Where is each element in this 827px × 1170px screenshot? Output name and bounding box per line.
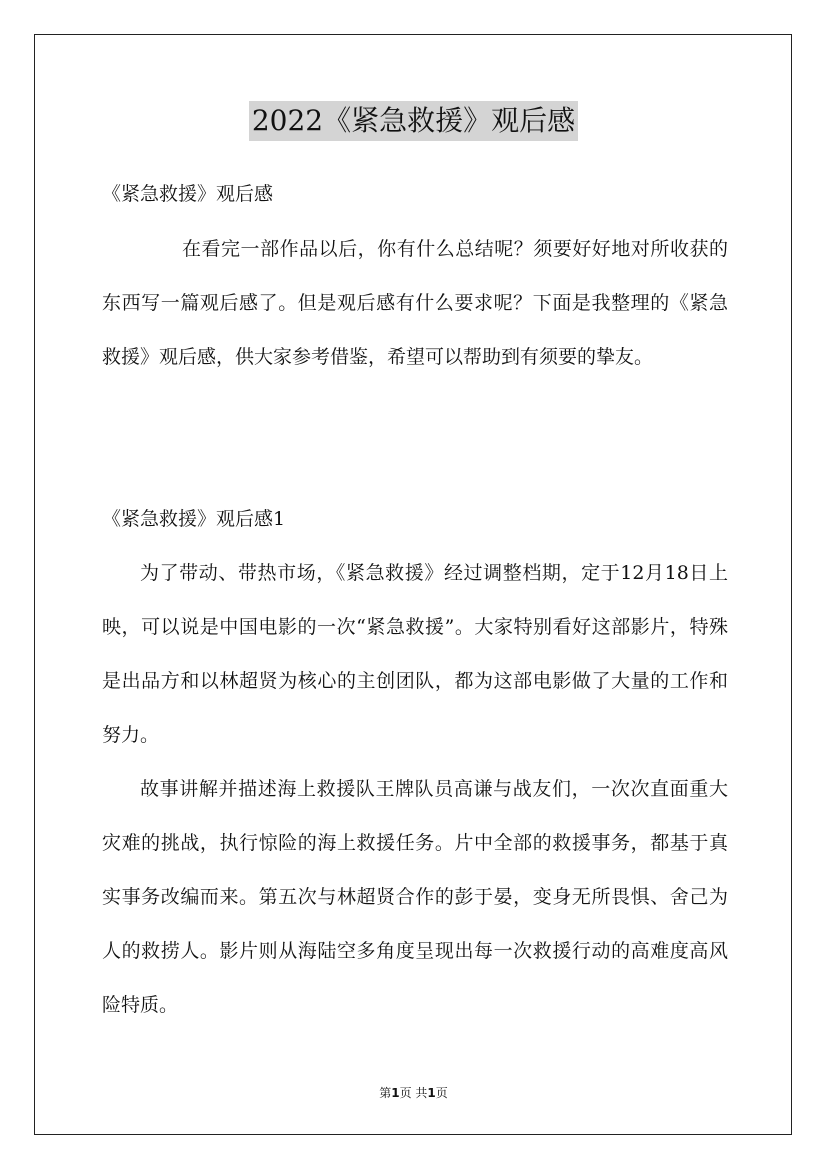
footer-page-total: 1 — [427, 1086, 436, 1100]
footer-suffix: 页 — [435, 1086, 448, 1100]
subtitle: 《紧急救援》观后感 — [102, 183, 274, 205]
body-paragraph-1: 为了带动、带热市场，《紧急救援》经过调整档期，定于12月18日上映，可以说是中国电影的一次“紧急救援”。大家特别看好这部影片，特殊是出品方和以林超贤为核心的主创团队，都为这部电影做了大量的工作和努力。 — [102, 562, 728, 746]
body-paragraph-2: 故事讲解并描述海上救援队王牌队员高谦与战友们，一次次直面重大灾难的挑战，执行惊险的海上救援任务。片中全部的救援事务，都基于真实事务改编而来。第五次与林超贤合作的彭于晏，变身无所畏惧、舍己为人的救捞人。影片则从海陆空多角度呈现出每一次救援行动的高难度高风险特质。 — [102, 778, 728, 1016]
footer-prefix: 第 — [379, 1086, 392, 1100]
footer-page-number: 1 — [391, 1086, 400, 1100]
title-container — [0, 101, 827, 141]
page-footer — [0, 1084, 827, 1101]
document-title: 2022《紧急救援》观后感 — [249, 101, 578, 141]
section-heading: 《紧急救援》观后感1 — [102, 508, 286, 530]
footer-mid: 页 共 — [399, 1086, 428, 1100]
intro-paragraph: 在看完一部作品以后，你有什么总结呢？须要好好地对所收获的东西写一篇观后感了。但是观后感有什么要求呢？下面是我整理的《紧急救援》观后感，供大家参考借鉴，希望可以帮助到有须要的挚友。 — [102, 238, 728, 368]
